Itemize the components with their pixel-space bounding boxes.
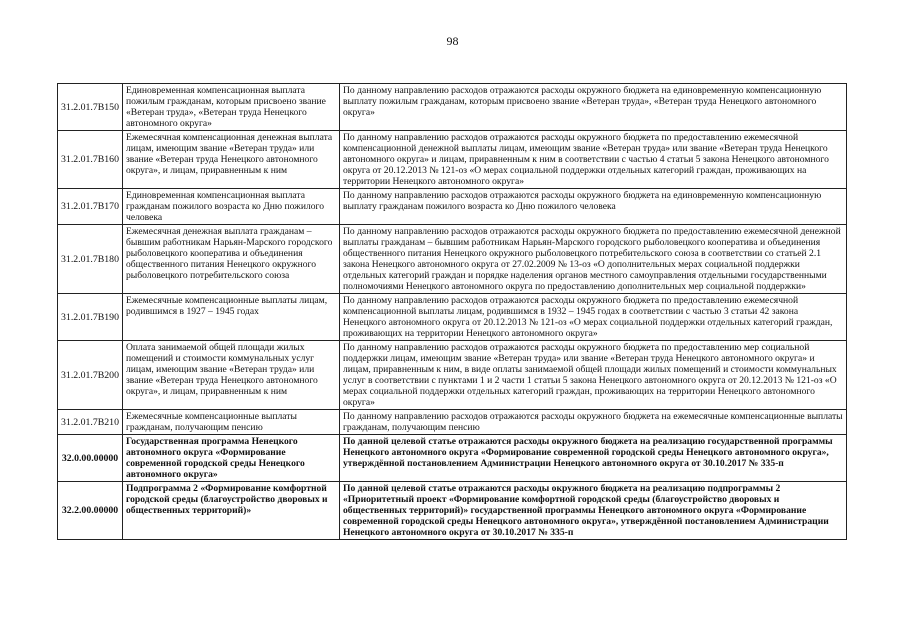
target-article-code: 32.2.00.00000	[58, 482, 123, 540]
table-row	[58, 435, 847, 482]
expense-name: Оплата занимаемой общей площади жилых помещений и стоимости коммунальных услуг лицам, имеющим звание «Ветеран труда» или звание «Ветеран труда Ненецкого автономного округа», и лицам, приравненным к ним	[123, 341, 340, 410]
table-row	[58, 294, 847, 341]
table-row	[58, 84, 847, 131]
target-article-code: 31.2.01.7В200	[58, 341, 123, 410]
expense-description: По данному направлению расходов отражаются расходы окружного бюджета по предоставлению мер социальной поддержки лицам, имеющим звание «Ветеран труда» или звание «Ветеран труда Ненецкого автономного округа» и лицам, приравненным к ним, в виде оплаты занимаемой общей площади жилых помещений и стоимости коммунальных услуг в соответствии с пунктами 1 и 2 части 1 статьи 5 закона Ненецкого автономного округа от 20.12.2013 № 121-оз «О мерах социальной поддержки отдельных категорий граждан, проживающих на территории Ненецкого автономного округа»	[340, 341, 847, 410]
expense-description: По данному направлению расходов отражаются расходы окружного бюджета на ежемесячные компенсационные выплаты гражданам, получающим пенсию	[340, 410, 847, 435]
table-row	[58, 131, 847, 189]
expense-name: Государственная программа Ненецкого автономного округа «Формирование современной городской среды Ненецкого автономного округа»	[123, 435, 340, 482]
target-article-code: 31.2.01.7В170	[58, 189, 123, 225]
expense-name: Ежемесячные компенсационные выплаты лицам, родившимся в 1927 – 1945 годах	[123, 294, 340, 341]
table-body	[58, 84, 847, 540]
target-article-code: 31.2.01.7В180	[58, 225, 123, 294]
expense-description: По данной целевой статье отражаются расходы окружного бюджета на реализацию подпрограммы 2 «Приоритетный проект «Формирование комфортной городской среды (благоустройство дворовых и общественных территорий)» государственной программы Ненецкого автономного округа «Формирование современной городской среды Ненецкого автономного округа», утверждённой постановлением Администрации Ненецкого автономного округа от 30.10.2017 № 335-п	[340, 482, 847, 540]
expense-description: По данной целевой статье отражаются расходы окружного бюджета на реализацию государственной программы Ненецкого автономного округа «Формирование современной городской среды Ненецкого автономного округа», утверждённой постановлением Администрации Ненецкого автономного округа от 30.10.2017 № 335-п	[340, 435, 847, 482]
table-row	[58, 225, 847, 294]
expense-description: По данному направлению расходов отражаются расходы окружного бюджета по предоставлению ежемесячной компенсационной выплаты лицам, родившимся в 1932 – 1945 годах в соответствии с частью 3 статьи 42 закона Ненецкого автономного округа от 20.12.2013 № 121-оз «О мерах социальной поддержки отдельных категорий граждан, проживающих на территории Ненецкого автономного округа»	[340, 294, 847, 341]
expense-description: По данному направлению расходов отражаются расходы окружного бюджета на единовременную компенсационную выплату пожилым гражданам, которым присвоено звание «Ветеран труда», «Ветеран труда Ненецкого автономного округа»	[340, 84, 847, 131]
table-row	[58, 189, 847, 225]
target-article-code: 31.2.01.7В190	[58, 294, 123, 341]
table-row	[58, 482, 847, 540]
expense-description: По данному направлению расходов отражаются расходы окружного бюджета по предоставлению ежемесячной компенсационной денежной выплаты лицам, имеющим звание «Ветеран труда» или звание «Ветеран труда Ненецкого автономного округа» и лицам, приравненным к ним в соответствии с частью 4 статьи 5 закона Ненецкого автономного округа от 20.12.2013 № 121-оз «О мерах социальной поддержки отдельных категорий граждан, проживающих на территории Ненецкого автономного округа»	[340, 131, 847, 189]
budget-classification-table	[57, 83, 847, 540]
expense-name: Ежемесячная компенсационная денежная выплата лицам, имеющим звание «Ветеран труда» или звание «Ветеран труда Ненецкого автономного округа», и лицам, приравненным к ним	[123, 131, 340, 189]
target-article-code: 31.2.01.7В160	[58, 131, 123, 189]
expense-name: Подпрограмма 2 «Формирование комфортной городской среды (благоустройство дворовых и общественных территорий)»	[123, 482, 340, 540]
expense-description: По данному направлению расходов отражаются расходы окружного бюджета по предоставлению ежемесячной денежной выплаты гражданам – бывшим работникам Нарьян-Марского городского рыболовецкого кооператива и объединения общественного питания Ненецкого окружного рыболовецкого потребительского союза в соответствии со статьей 2.1 закона Ненецкого автономного округа от 27.02.2009 № 13-оз «О дополнительных мерах социальной поддержки отдельных категорий граждан и порядке наделения органов местного самоуправления отдельными государственными полномочиями Ненецкого автономного округа по предоставлению дополнительных мер социальной поддержки»	[340, 225, 847, 294]
expense-name: Единовременная компенсационная выплата пожилым гражданам, которым присвоено звание «Ветеран труда», «Ветеран труда Ненецкого автономного округа»	[123, 84, 340, 131]
table-row	[58, 341, 847, 410]
expense-name: Ежемесячная денежная выплата гражданам – бывшим работникам Нарьян-Марского городского рыболовецкого кооператива и объединения общественного питания Ненецкого окружного рыболовецкого потребительского союза	[123, 225, 340, 294]
target-article-code: 31.2.01.7В210	[58, 410, 123, 435]
target-article-code: 32.0.00.00000	[58, 435, 123, 482]
page-number: 98	[446, 34, 459, 48]
target-article-code: 31.2.01.7В150	[58, 84, 123, 131]
expense-name: Единовременная компенсационная выплата гражданам пожилого возраста ко Дню пожилого человека	[123, 189, 340, 225]
expense-description: По данному направлению расходов отражаются расходы окружного бюджета на единовременную компенсационную выплату гражданам пожилого возраста ко Дню пожилого человека	[340, 189, 847, 225]
table-row	[58, 410, 847, 435]
expense-name: Ежемесячные компенсационные выплаты гражданам, получающим пенсию	[123, 410, 340, 435]
